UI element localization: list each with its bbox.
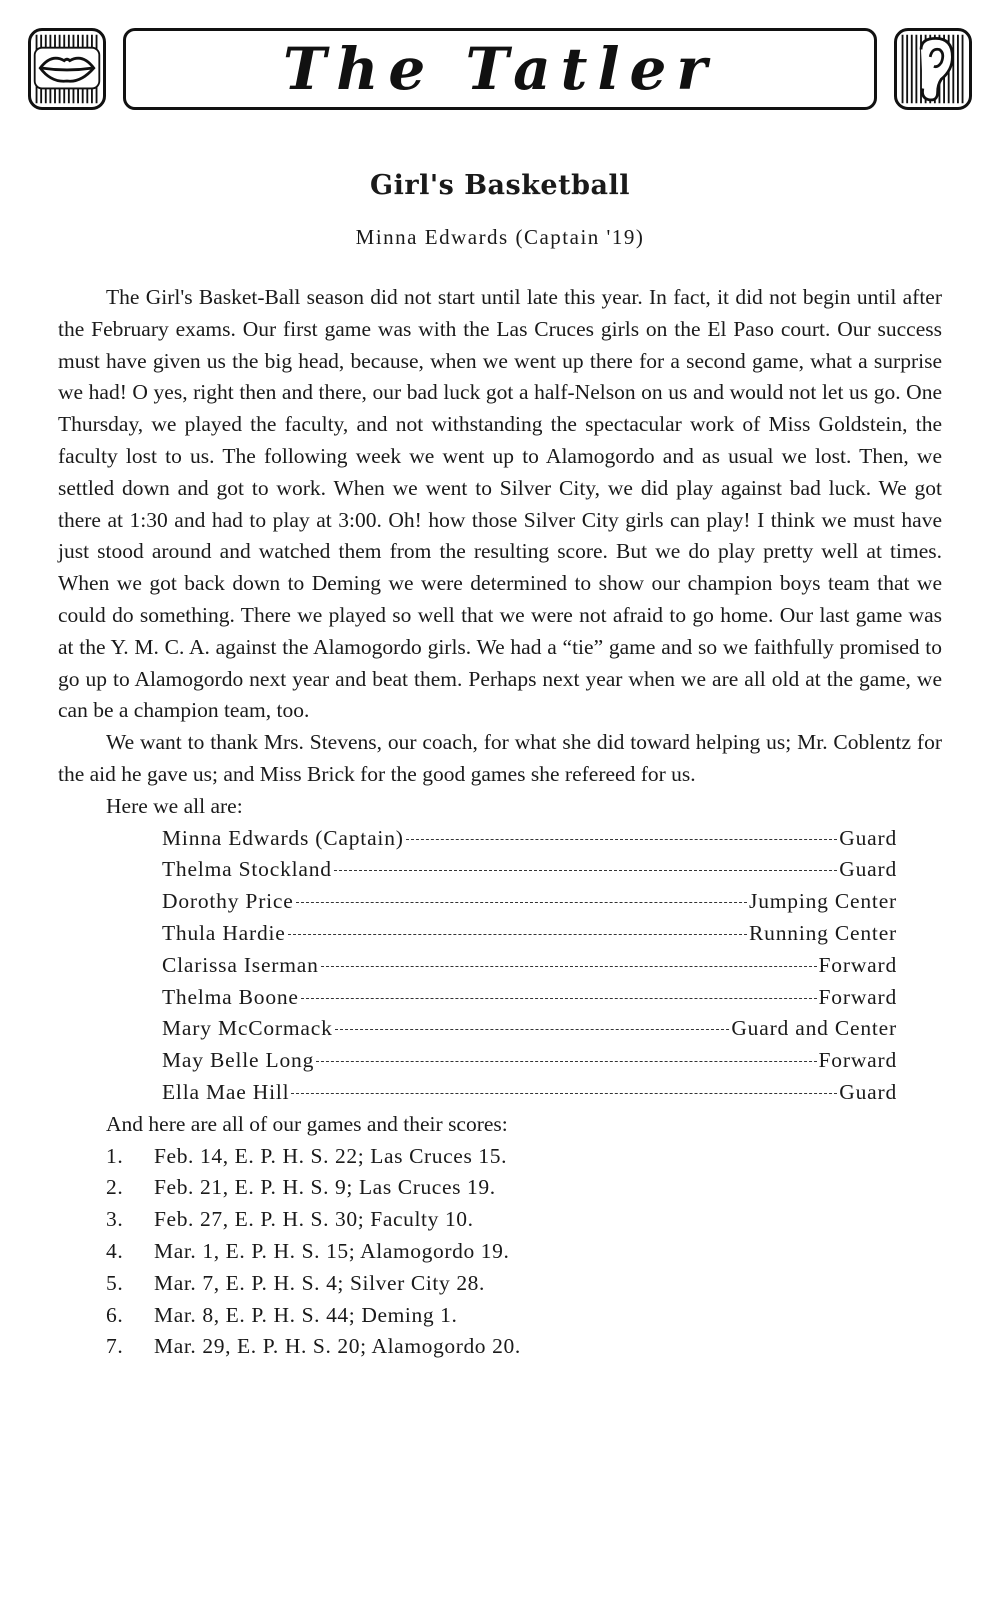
game-row bbox=[58, 1204, 942, 1236]
masthead-title-frame bbox=[123, 28, 877, 110]
game-result: Mar. 1, E. P. H. S. 15; Alamogordo 19. bbox=[154, 1238, 510, 1263]
article-byline: Minna Edwards (Captain '19) bbox=[355, 225, 645, 249]
game-row bbox=[58, 1141, 942, 1173]
game-row bbox=[58, 1300, 942, 1332]
game-result: Feb. 27, E. P. H. S. 30; Faculty 10. bbox=[154, 1207, 474, 1232]
article-paragraph-2: We want to thank Mrs. Stevens, our coach, for what she did toward helping us; Mr. Coblentz for the aid he gave us; and Miss Brick for the good games she refereed for us. bbox=[58, 730, 942, 786]
game-number: 2. bbox=[106, 1175, 124, 1200]
roster-row bbox=[162, 854, 897, 886]
player-name: Clarissa Iserman bbox=[162, 952, 319, 977]
dotted-leader bbox=[406, 839, 838, 840]
article-heading: Girl's Basketball bbox=[370, 170, 630, 201]
game-result: Mar. 29, E. P. H. S. 20; Alamogordo 20. bbox=[154, 1334, 521, 1359]
game-result: Mar. 7, E. P. H. S. 4; Silver City 28. bbox=[154, 1270, 485, 1295]
game-row bbox=[58, 1331, 942, 1363]
game-row bbox=[58, 1172, 942, 1204]
article bbox=[58, 170, 942, 1363]
player-position: Forward bbox=[818, 952, 897, 977]
roster-row bbox=[162, 886, 897, 918]
player-position: Guard bbox=[839, 1079, 897, 1104]
dotted-leader bbox=[335, 1029, 730, 1030]
game-result: Mar. 8, E. P. H. S. 44; Deming 1. bbox=[154, 1302, 458, 1327]
dotted-leader bbox=[334, 870, 837, 871]
game-result: Feb. 14, E. P. H. S. 22; Las Cruces 15. bbox=[154, 1143, 508, 1168]
dotted-leader bbox=[288, 934, 747, 935]
game-row bbox=[58, 1236, 942, 1268]
game-number: 7. bbox=[106, 1334, 124, 1359]
masthead-title: The Tatler bbox=[283, 35, 717, 103]
dotted-leader bbox=[301, 998, 817, 999]
roster-row bbox=[162, 823, 897, 855]
games-list bbox=[58, 1141, 942, 1364]
game-number: 4. bbox=[106, 1238, 124, 1263]
game-number: 6. bbox=[106, 1302, 124, 1327]
player-name: Thelma Boone bbox=[162, 984, 299, 1009]
player-name: Thelma Stockland bbox=[162, 857, 332, 882]
games-intro: And here are all of our games and their scores: bbox=[106, 1111, 508, 1136]
player-position: Guard bbox=[839, 825, 897, 850]
roster-row bbox=[162, 950, 897, 982]
player-position: Guard and Center bbox=[731, 1016, 897, 1041]
roster-row bbox=[162, 982, 897, 1014]
game-row bbox=[58, 1268, 942, 1300]
game-number: 1. bbox=[106, 1143, 124, 1168]
roster-intro: Here we all are: bbox=[106, 793, 243, 818]
masthead bbox=[28, 28, 972, 110]
player-name: Dorothy Price bbox=[162, 889, 294, 914]
dotted-leader bbox=[296, 902, 747, 903]
roster-row bbox=[162, 1013, 897, 1045]
player-position: Running Center bbox=[749, 920, 897, 945]
game-result: Feb. 21, E. P. H. S. 9; Las Cruces 19. bbox=[154, 1175, 496, 1200]
article-paragraph-1: The Girl's Basket-Ball season did not start until late this year. In fact, it did not begin until after the February exams. Our first game was with the Las Cruces girls on the El Paso court. Our success must have given us the big head, because, when we went up there for a second game, what a surprise we had! O yes, right then and there, our bad luck got a half-Nelson on us and would not let us go. One Thursday, we played the faculty, and not withstanding the spectacular work of Miss Goldstein, the faculty lost to us. The following week we went up to Alamogordo and as usual we lost. Then, we settled down and got to work. When we went to Silver City, we did play against bad luck. We got there at 1:30 and had to play at 3:00. Oh! how those Silver City girls can play! I think we must have just stood around and watched them from the resulting score. But we do play pretty well at times. When we got back down to Deming we were determined to show our champion boys team that we could do something. There we played so well that we were not afraid to go home. Our last game was at the Y. M. C. A. against the Alamogordo girls. We had a “tie” game and so we faithfully promised to go up to Alamogordo next year and beat them. Perhaps next year when we are all old at the game, we can be a champion team, too. bbox=[58, 285, 942, 723]
player-position: Forward bbox=[818, 984, 897, 1009]
dotted-leader bbox=[291, 1093, 837, 1094]
team-roster bbox=[162, 823, 897, 1109]
player-position: Forward bbox=[818, 1048, 897, 1073]
roster-row bbox=[162, 1045, 897, 1077]
player-position: Guard bbox=[839, 857, 897, 882]
player-name: Mary McCormack bbox=[162, 1016, 333, 1041]
player-name: Minna Edwards (Captain) bbox=[162, 825, 404, 850]
player-name: Thula Hardie bbox=[162, 920, 286, 945]
player-position: Jumping Center bbox=[749, 889, 897, 914]
dotted-leader bbox=[321, 966, 817, 967]
game-number: 3. bbox=[106, 1207, 124, 1232]
ear-icon bbox=[894, 28, 972, 110]
dotted-leader bbox=[316, 1061, 816, 1062]
game-number: 5. bbox=[106, 1270, 124, 1295]
roster-row bbox=[162, 918, 897, 950]
player-name: Ella Mae Hill bbox=[162, 1079, 290, 1104]
lips-icon bbox=[28, 28, 106, 110]
player-name: May Belle Long bbox=[162, 1048, 315, 1073]
roster-row bbox=[162, 1077, 897, 1109]
